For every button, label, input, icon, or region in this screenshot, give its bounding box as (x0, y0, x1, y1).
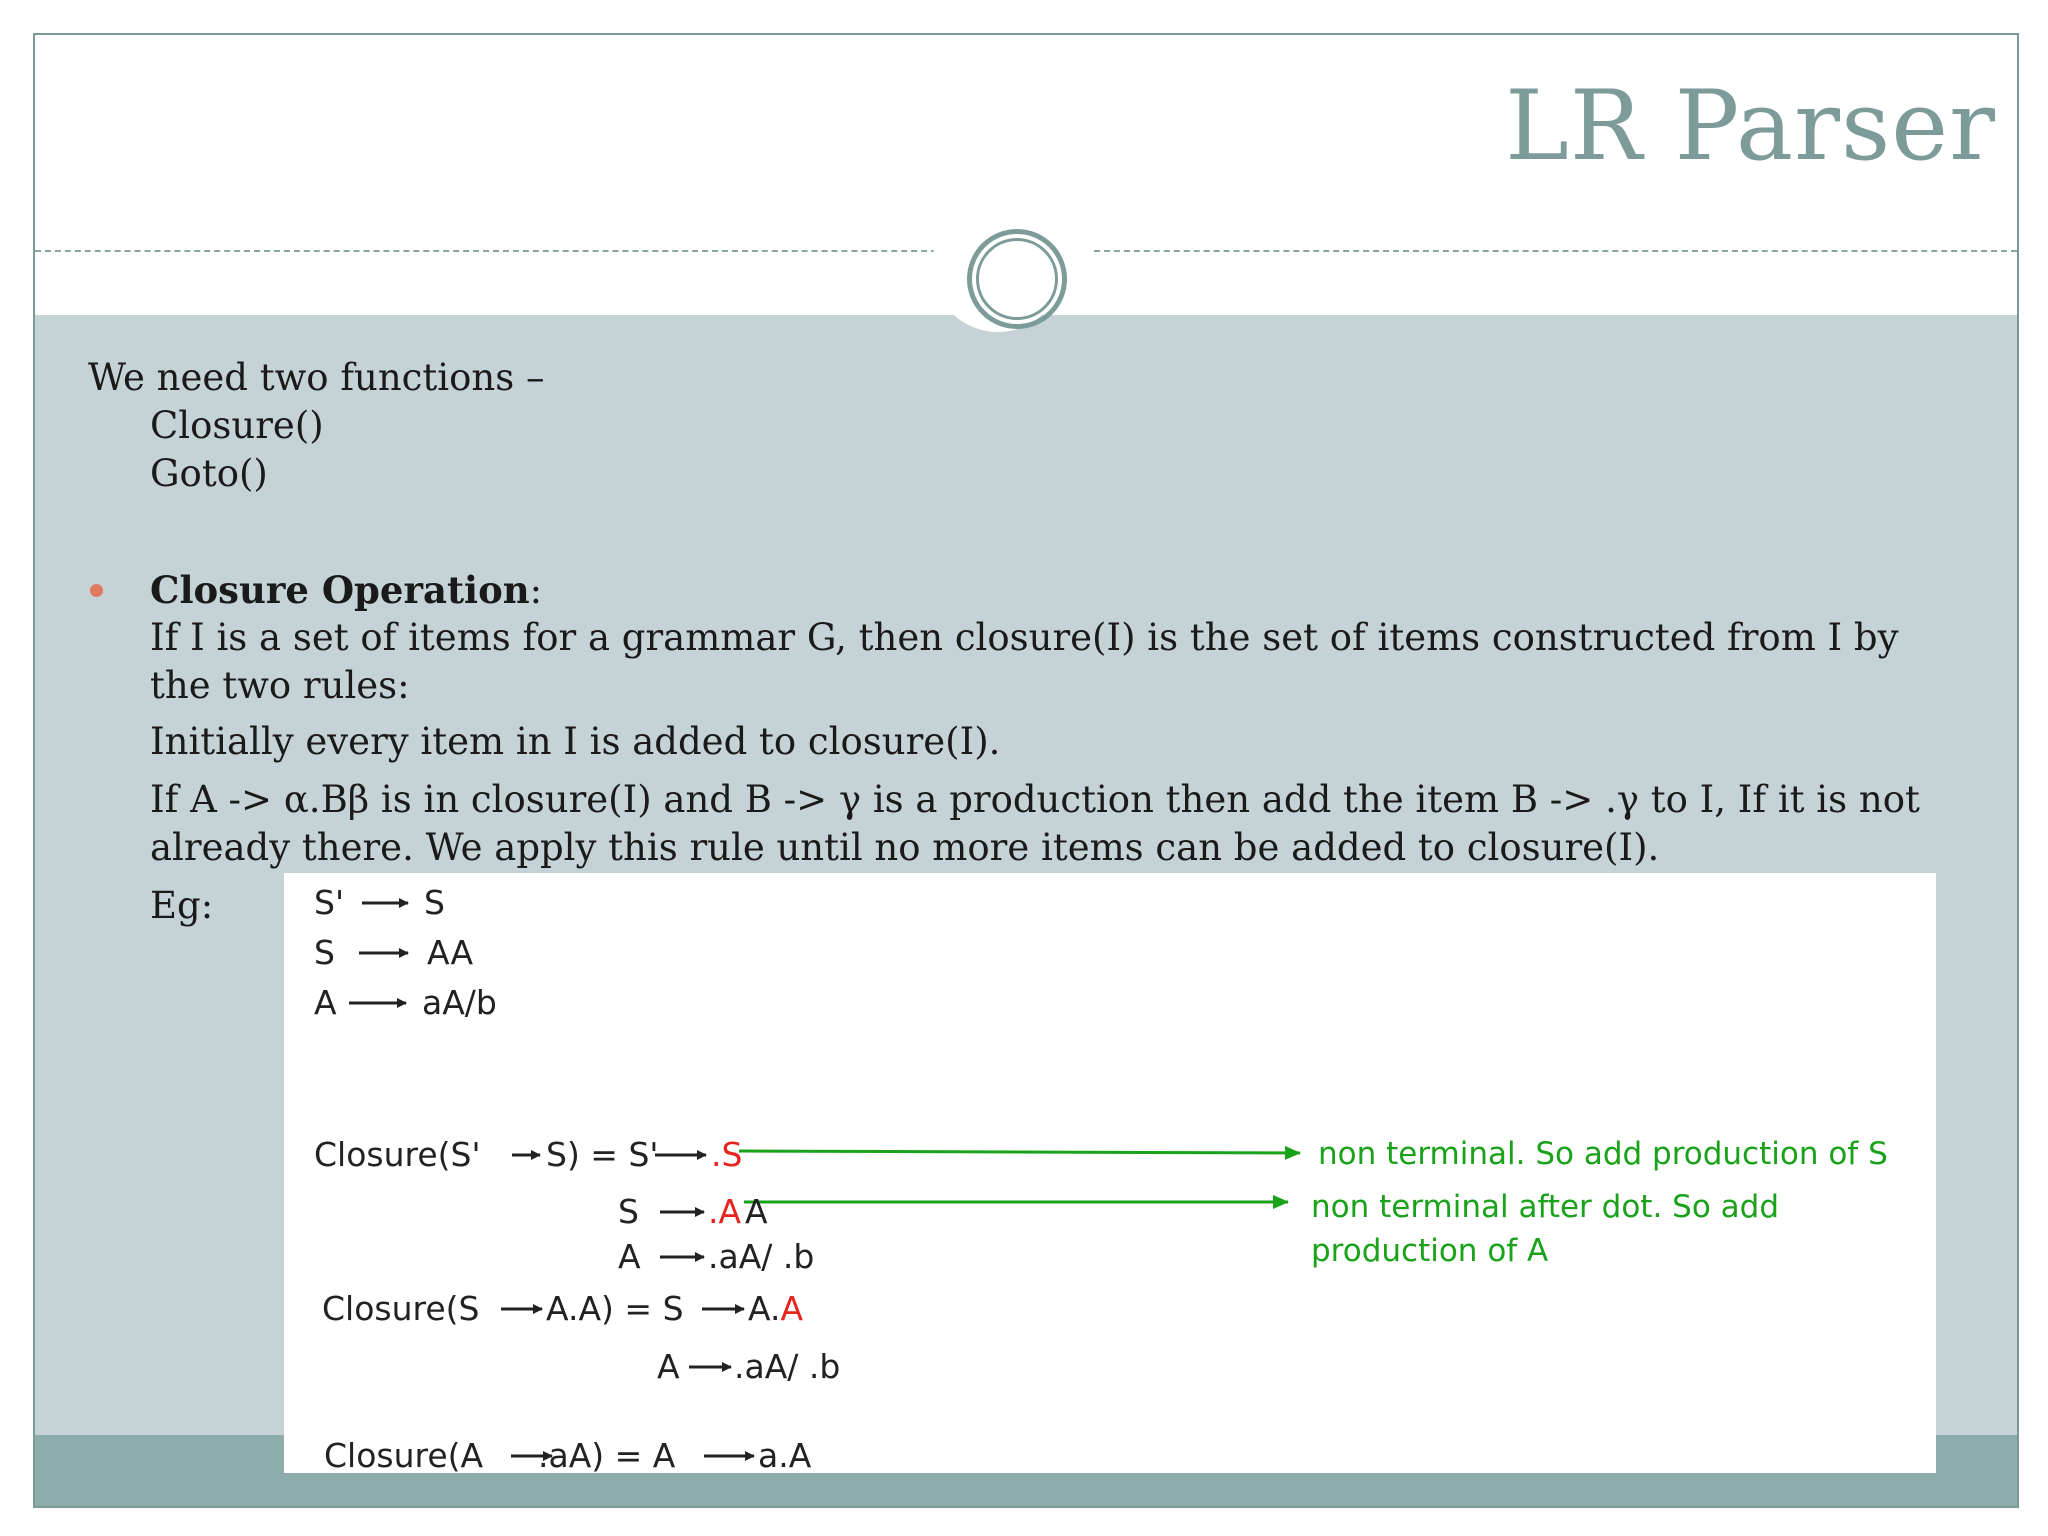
closure2-call-end: A.A) = S (546, 1289, 684, 1328)
heading-colon: : (529, 569, 543, 612)
intro-line: We need two functions – (88, 356, 545, 399)
example-label: Eg: (150, 884, 214, 927)
circle-ornament-inner (976, 238, 1058, 320)
closure-rule-1: Initially every item in I is added to closure(I). (150, 720, 1001, 763)
annotation-2-line1: non terminal after dot. So add (1311, 1189, 1780, 1225)
function-goto: Goto() (150, 452, 268, 495)
bullet-heading (150, 566, 542, 615)
closure1-line2-rest: A (745, 1192, 768, 1231)
grammar-lhs-1: S' (314, 883, 345, 922)
grammar-rhs-1: S (424, 883, 445, 922)
closure-definition: If I is a set of items for a grammar G, then closure(I) is the set of items constructed from I by the two rules: (150, 616, 1899, 707)
closure3-call-end: .aA) = A (538, 1436, 676, 1473)
closure2-line2-lhs: A (657, 1347, 680, 1386)
header-divider-right (1094, 250, 2017, 252)
annotation-1: non terminal. So add production of S (1318, 1136, 1888, 1172)
annotation-2-line2: production of A (1311, 1233, 1549, 1269)
closure1-line2-lhs: S (618, 1192, 639, 1231)
closure1-line3-rhs: .aA/ .b (708, 1237, 815, 1276)
closure-rule-2: If A -> α.Bβ is in closure(I) and B -> γ is a production then add the item B -> .γ to I, If it is not already there. We apply this rule until no more items can be added to closure(I). (150, 778, 1920, 869)
grammar-lhs-3: A (314, 983, 337, 1022)
closure2-rhs-red: A (780, 1289, 804, 1328)
header-divider-left (35, 250, 957, 252)
closure2-rhs-text: A. (748, 1289, 781, 1328)
closure2-line2-rhs: .aA/ .b (734, 1347, 841, 1386)
closure3-rhs: a.A (758, 1436, 812, 1473)
function-closure: Closure() (150, 404, 324, 447)
closure-example-figure (284, 873, 1936, 1473)
closure1-line3-lhs: A (618, 1237, 641, 1276)
slide-title: LR Parser (1505, 70, 1996, 182)
closure2-call-start: Closure(S (322, 1289, 480, 1328)
closure1-line2-dot: .A (708, 1192, 742, 1231)
grammar-rhs-2: AA (427, 933, 474, 972)
closure1-dot-item: .S (711, 1135, 743, 1174)
closure3-call-start: Closure(A (324, 1436, 484, 1473)
annotation-arrow-1 (739, 1151, 1300, 1153)
grammar-lhs-2: S (314, 933, 335, 972)
closure1-call-end: S) = S' (546, 1135, 659, 1174)
closure-operation-heading: Closure Operation (150, 568, 530, 612)
closure1-call-start: Closure(S' (314, 1135, 481, 1174)
grammar-rhs-3: aA/b (422, 983, 497, 1022)
closure2-rhs (748, 1289, 803, 1329)
bullet-icon (90, 584, 103, 597)
